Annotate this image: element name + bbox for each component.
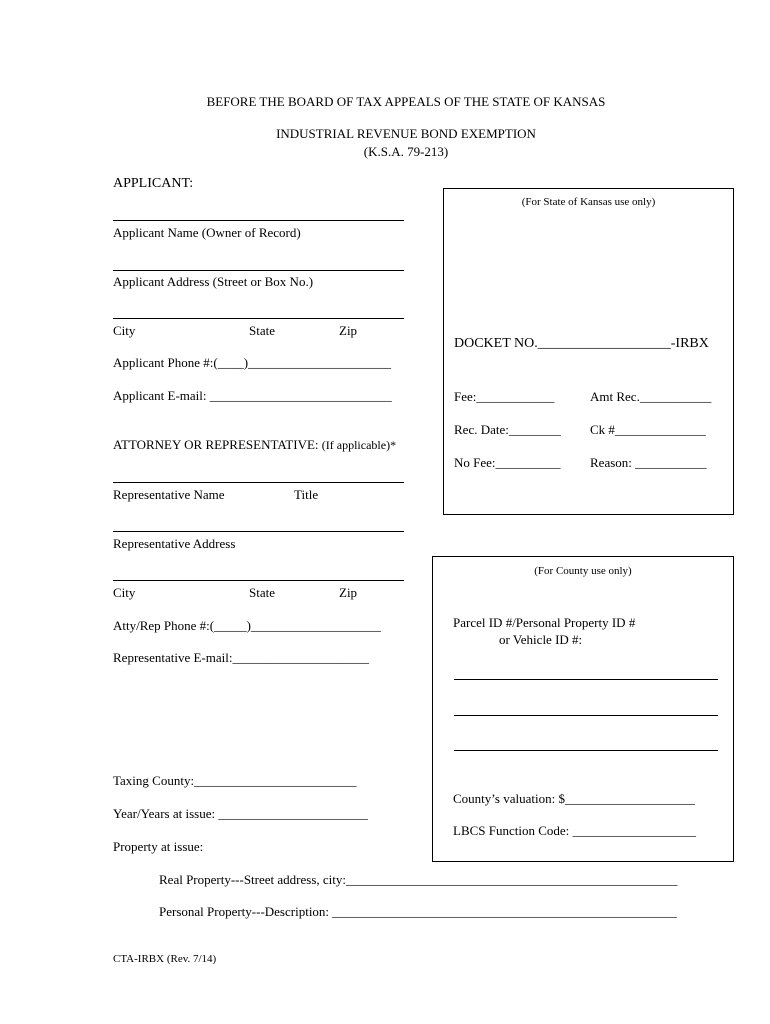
parcel-id-field-3[interactable] — [454, 750, 718, 751]
representative-zip-label: Zip — [339, 585, 358, 600]
parcel-id-label-line-2: or Vehicle ID #: — [499, 632, 583, 647]
form-code: CTA-IRBX (Rev. 7/14) — [113, 953, 217, 965]
years-at-issue-field[interactable]: Year/Years at issue: _______________________ — [113, 806, 368, 821]
representative-city-label: City — [113, 585, 136, 600]
applicant-email-field[interactable]: Applicant E-mail: ____________________________ — [113, 388, 392, 403]
amt-rec-field[interactable]: Amt Rec.___________ — [590, 389, 712, 404]
taxing-county-field[interactable]: Taxing County:_________________________ — [113, 773, 357, 788]
county-valuation-field[interactable]: County’s valuation: $____________________ — [453, 791, 695, 806]
property-at-issue-label: Property at issue: — [113, 839, 204, 854]
applicant-city-label: City — [113, 323, 136, 338]
fee-field[interactable]: Fee:____________ — [454, 389, 555, 404]
representative-email-field[interactable]: Representative E-mail:_____________________ — [113, 650, 369, 665]
county-use-box — [432, 556, 734, 862]
no-fee-field[interactable]: No Fee:__________ — [454, 455, 561, 470]
applicant-name-field[interactable] — [113, 220, 404, 221]
representative-address-label: Representative Address — [113, 536, 236, 551]
attorney-heading — [113, 438, 396, 451]
representative-address-field[interactable] — [113, 531, 404, 532]
check-number-field[interactable]: Ck #______________ — [590, 422, 706, 437]
parcel-id-field-2[interactable] — [454, 715, 718, 716]
reason-field[interactable]: Reason: ___________ — [590, 455, 707, 470]
representative-name-field[interactable] — [113, 482, 404, 483]
lbcs-function-code-field[interactable]: LBCS Function Code: ___________________ — [453, 823, 697, 838]
attorney-heading-text: ATTORNEY OR REPRESENTATIVE: — [113, 437, 319, 452]
representative-name-label: Representative Name — [113, 487, 225, 502]
docket-number-field[interactable]: DOCKET NO.___________________-IRBX — [454, 336, 709, 351]
county-box-caption: (For County use only) — [534, 565, 632, 577]
representative-city-state-zip-field[interactable] — [113, 580, 404, 581]
rec-date-field[interactable]: Rec. Date:________ — [454, 422, 561, 437]
header-line-2: INDUSTRIAL REVENUE BOND EXEMPTION — [276, 126, 536, 141]
parcel-id-field-1[interactable] — [454, 679, 718, 680]
attorney-heading-note: (If applicable)* — [321, 438, 397, 452]
applicant-heading: APPLICANT: — [113, 176, 194, 191]
applicant-state-label: State — [249, 323, 275, 338]
representative-title-label: Title — [294, 487, 319, 502]
applicant-zip-label: Zip — [339, 323, 358, 338]
applicant-address-field[interactable] — [113, 270, 404, 271]
applicant-name-label: Applicant Name (Owner of Record) — [113, 225, 301, 240]
real-property-field[interactable]: Real Property---Street address, city:___________________________________________________ — [159, 872, 678, 887]
applicant-city-state-zip-field[interactable] — [113, 318, 404, 319]
representative-state-label: State — [249, 585, 275, 600]
representative-phone-field[interactable]: Atty/Rep Phone #:(_____)____________________ — [113, 618, 381, 633]
header-line-3: (K.S.A. 79-213) — [363, 144, 449, 159]
personal-property-field[interactable]: Personal Property---Description: _____________________________________________________ — [159, 904, 677, 919]
state-use-box — [443, 188, 734, 515]
parcel-id-label-line-1: Parcel ID #/Personal Property ID # — [453, 615, 636, 630]
applicant-address-label: Applicant Address (Street or Box No.) — [113, 274, 314, 289]
header-line-1: BEFORE THE BOARD OF TAX APPEALS OF THE STATE OF KANSAS — [206, 94, 606, 109]
applicant-phone-field[interactable]: Applicant Phone #:(____)______________________ — [113, 355, 392, 370]
state-box-caption: (For State of Kansas use only) — [521, 196, 656, 208]
